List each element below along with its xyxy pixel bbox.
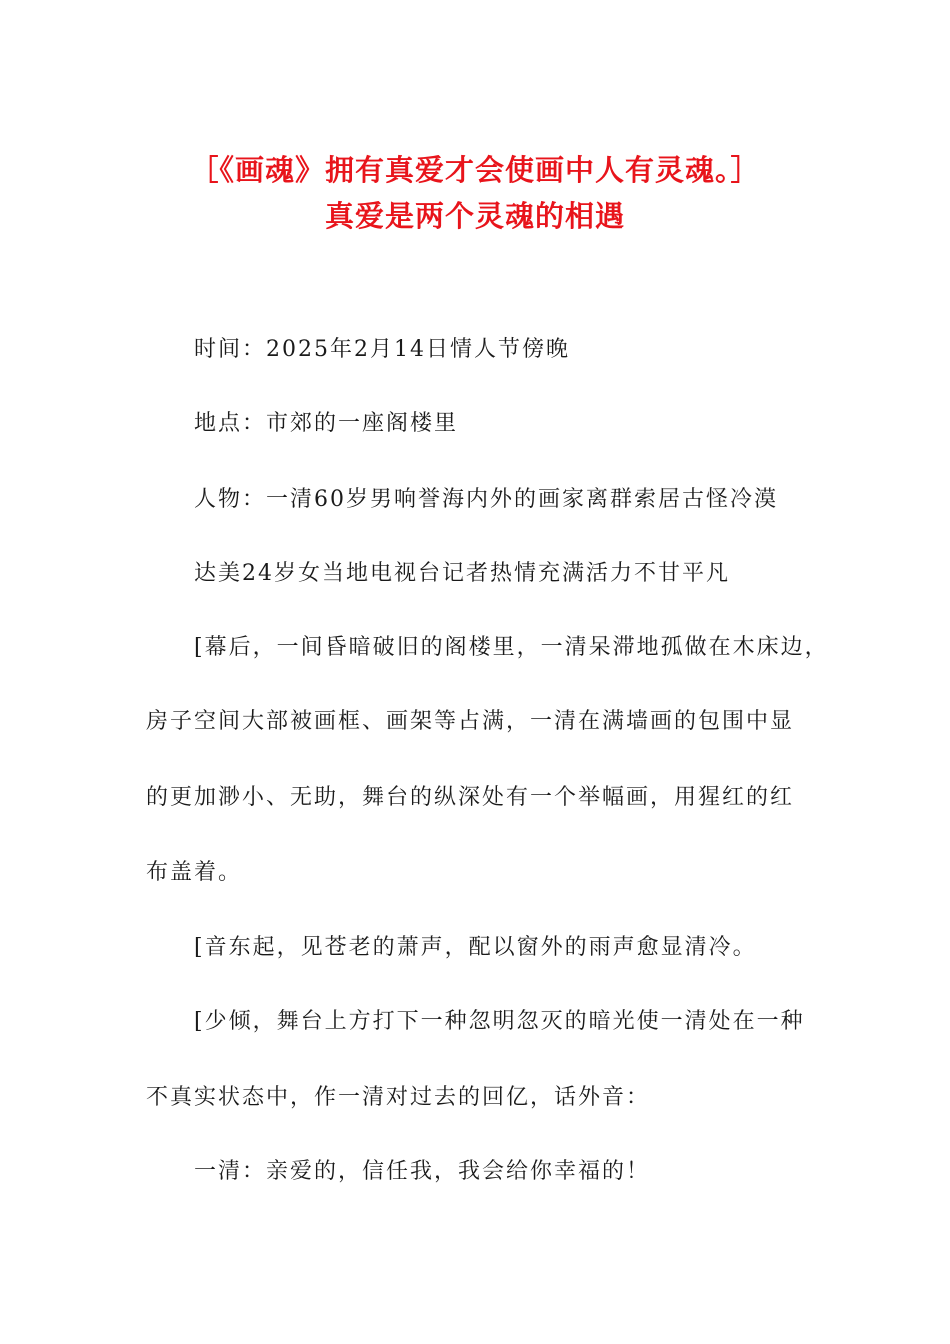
paragraph-light-line-1: [少倾，舞台上方打下一种忽明忽灭的暗光使一清处在一种 bbox=[194, 1009, 805, 1034]
paragraph-stage-line-4: 布盖着。 bbox=[146, 860, 243, 885]
paragraph-character-2: 达美24岁女当地电视台记者热情充满活力不甘平凡 bbox=[194, 561, 730, 586]
title-line-1: ［《画魂》拥有真爱才会使画中人有灵魂。］ bbox=[189, 153, 761, 187]
paragraph-place: 地点：市郊的一座阁楼里 bbox=[194, 411, 459, 436]
paragraph-dialogue: 一清：亲爱的，信任我，我会给你幸福的！ bbox=[194, 1159, 651, 1184]
title-line-2: 真爱是两个灵魂的相遇 bbox=[324, 199, 625, 233]
paragraph-stage-line-1: [幕后，一间昏暗破旧的阁楼里，一清呆滞地孤做在木床边， bbox=[194, 635, 829, 660]
paragraph-music: [音东起，见苍老的萧声，配以窗外的雨声愈显清冷。 bbox=[194, 935, 757, 960]
paragraph-time: 时间：2025年2月14日情人节傍晚 bbox=[194, 337, 570, 362]
paragraph-light-line-2: 不真实状态中，作一清对过去的回亿，话外音： bbox=[146, 1085, 651, 1110]
paragraph-stage-line-2: 房子空间大部被画框、画架等占满，一清在满墙画的包围中显 bbox=[146, 709, 795, 734]
document-title bbox=[0, 147, 950, 239]
paragraph-character-1: 人物：一清60岁男响誉海内外的画家离群索居古怪冷漠 bbox=[194, 487, 778, 512]
paragraph-stage-line-3: 的更加渺小、无助，舞台的纵深处有一个举幅画，用猩红的红 bbox=[146, 785, 795, 810]
